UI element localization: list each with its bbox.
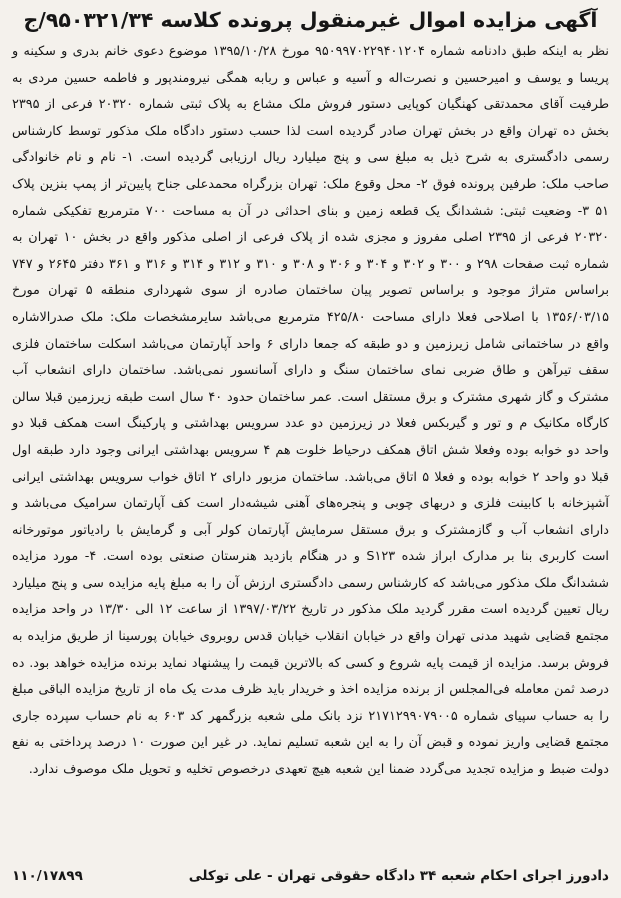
notice-body: نظر به اینکه طبق دادنامه شماره ۹۵۰۹۹۷۰۲۲۹۴۰۱۲۰۴ مورخ ۱۳۹۵/۱۰/۲۸ موضوع دعوی خانم بدری و سکینه و پریسا و یوسف و امیرحسین و نصرت‌اله و آسیه و عباس و ربابه همگی نیرومندپور و فاطمه حسین مردی به طرفیت آقای محمدتقی کهنگیان کوپایی دستور فروش ملک مشاع به پلاک ثبتی شماره ۲۰۳۲۰ فرعی از ۲۳۹۵ بخش ده تهران واقع در بخش تهران صادر گردیده است لذا حسب دستور دادگاه ملک مذکور توسط کارشناس رسمی دادگستری به شرح ذیل به مبلغ سی و پنج میلیارد ریال ارزیابی گردیده است. ۱- نام و نام خانوادگی صاحب ملک: طرفین پرونده فوق ۲- محل وقوع ملک: تهران بزرگراه محمدعلی جناح پایین‌تر از پمپ بنزین پلاک ۵۱ ۳- وضعیت ثبتی: ششدانگ یک قطعه زمین و بنای احداثی در آن به مساحت ۷۰۰ مترمربع تفکیکی شماره ۲۰۳۲۰ فرعی از ۲۳۹۵ اصلی مفروز و مجزی شده از پلاک فرعی از اصلی مذکور واقع در بخش ۱۰ تهران به شماره ثبت صفحات ۲۹۸ و ۳۰۰ و ۳۰۲ و ۳۰۴ و ۳۰۶ و ۳۰۸ و ۳۱۰ و ۳۱۲ و ۳۱۴ و ۳۱۶ و ۳۶۱ دفتر ۲۶۴۵ و ۷۴۷ براساس متراژ موجود و براساس تصویر پیان ساختمان صادره از سوی شهرداری منطقه ۵ تهران مورخ ۱۳۵۶/۰۳/۱۵ با اصلاحی فعلا دارای مساحت ۴۲۵/۸۰ مترمربع می‌باشد سایرمشخصات ملک: ملک صدرالاشاره واقع در ساختمانی شامل زیرزمین و دو طبقه که جمعا دارای ۶ واحد آپارتمان می‌باشد اسکلت ساختمان فلزی سقف تیرآهن و طاق ضربی نمای ساختمان سنگ و دارای آسانسور نمی‌باشد. ساختمان دارای انشعاب آب مشترک و گاز شهری مشترک و برق مستقل است. عمر ساختمان حدود ۴۰ سال است طبقه زیرزمین قبلا سالن کارگاه مکانیک م و تور و گیربکس فعلا در زیرزمین دو عدد سرویس بهداشتی و پارکینگ است همکف قبلا دو واحد دو خوابه بوده وفعلا شش اتاق همکف درحیاط خلوت هم ۴ سرویس بهداشتی ایرانی وجود دارد طبقه اول قبلا دو واحد ۲ خوابه بوده و فعلا ۵ اتاق می‌باشد. ساختمان مزبور دارای ۲ اتاق خواب سرویس بهداشتی ایرانی آشپزخانه با کابینت فلزی و دربهای چوبی و پنجره‌های آهنی شیشه‌دار است کف آپارتمان سرامیک می‌باشد و دارای انشعاب آب و گازمشترک و برق مستقل سرمایش آپارتمان کولر آبی و گرمایش با رادیاتور موتورخانه است کاربری بنا بر مدارک ابراز شده S۱۲۳ و در هنگام بازدید هنرستان صنعتی بوده است. ۴- مورد مزایده ششدانگ ملک مذکور می‌باشد که کارشناس رسمی دادگستری ارزش آن را به مبلغ پایه مزایده سی و پنج میلیارد ریال تعیین گردیده است مقرر گردید ملک مذکور در تاریخ ۱۳۹۷/۰۳/۲۲ از ساعت ۱۲ الی ۱۳/۳۰ در واحد مزایده مجتمع قضایی شهید مدنی تهران واقع در خیابان انقلاب خیابان قدس روبروی خیابان پورسینا از طریق مزایده به فروش برسد. مزایده از قیمت پایه شروع و کسی که بالاترین قیمت را پیشنهاد نماید برنده مزایده خواهد بود. ده درصد ثمن معامله فی‌المجلس از برنده مزایده اخذ و خریدار باید ظرف مدت یک ماه از تاریخ مزایده الباقی مبلغ را به حساب سپیای شماره ۲۱۷۱۲۹۹۰۷۹۰۰۵ نزد بانک ملی شعبه بزرگمهر کد ۶۰۳ به نام حساب سپرده جاری مجتمع قضایی واریز نموده و قبض آن را به این شعبه تسلیم نماید. در غیر این صورت ۱۰ درصد پرداختی به نفع دولت ضبط و مزایده تجدید می‌گردد ضمنا این شعبه هیچ تعهدی درخصوص تخلیه و تحویل ملک موصوف ندارد. xyxy=(12,44,610,778)
notice-footer xyxy=(12,868,609,884)
signature-line: دادورز اجرای احکام شعبه ۳۴ دادگاه حقوقی تهران - علی توکلی xyxy=(188,868,609,884)
reference-number: ۱۱۰/۱۷۸۹۹ xyxy=(12,868,83,884)
notice-title: آگهی مزایده اموال غیرمنقول پرونده کلاسه ۹۵۰۳۲۱/۳۴/ج xyxy=(23,8,598,32)
